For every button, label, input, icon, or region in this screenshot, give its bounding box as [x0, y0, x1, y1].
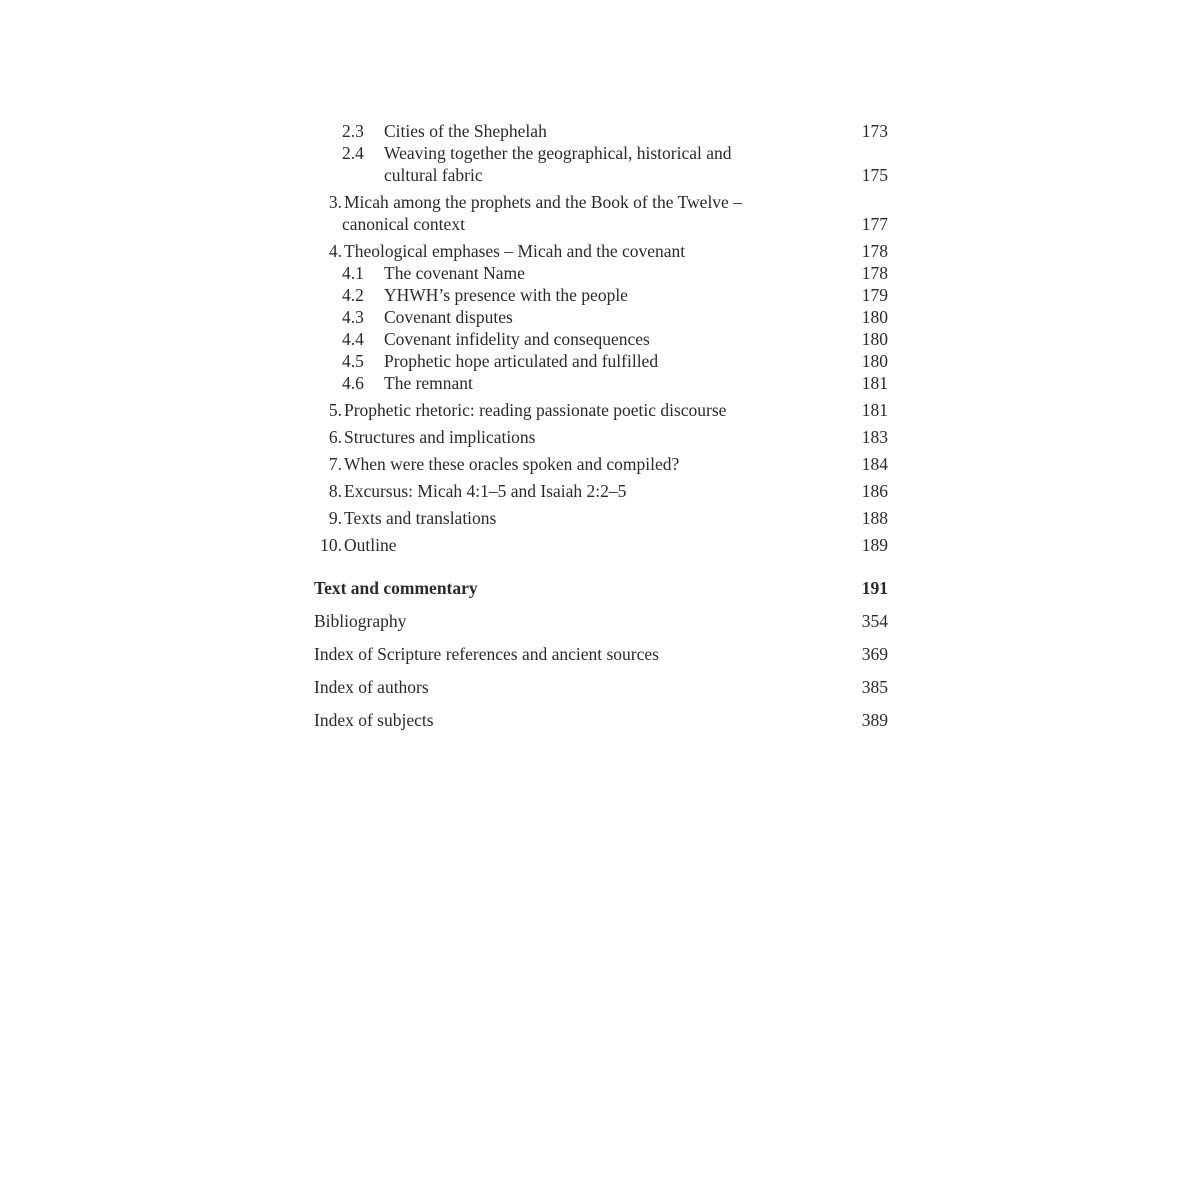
toc-entry-page: 180: [861, 307, 888, 327]
toc-entry-title: Prophetic rhetoric: reading passionate poetic discourse: [344, 400, 727, 420]
toc-entry-number: 2.3: [342, 121, 364, 141]
toc-entry-2-4: [312, 142, 888, 186]
toc-entry-index-authors: [312, 676, 888, 698]
toc-entry-number: 4.1: [342, 263, 364, 283]
toc-entry-page: 183: [861, 427, 888, 447]
toc-entry-3: [312, 191, 888, 235]
toc-entry-number: 6.: [328, 427, 342, 447]
toc-entry-page: 181: [861, 400, 888, 420]
toc-entry-8: [312, 480, 888, 502]
toc-entry-4-5: [312, 350, 888, 372]
toc-entry-4: [312, 240, 888, 262]
toc-entry-10: [312, 534, 888, 556]
toc-entry-4-3: [312, 306, 888, 328]
toc-entry-number: 4.: [328, 241, 342, 261]
toc-entry-page: 188: [861, 508, 888, 528]
toc-entry-page: 175: [861, 165, 888, 185]
toc-entry-number: 9.: [328, 508, 342, 528]
toc-entry-6: [312, 426, 888, 448]
toc-entry-page: 180: [861, 351, 888, 371]
toc-entry-title: Structures and implications: [344, 427, 536, 447]
toc-entry-page: 369: [861, 644, 888, 664]
toc-entry-number: 5.: [328, 400, 342, 420]
toc-entry-title-continued: cultural fabric: [384, 165, 483, 185]
toc-entry-4-2: [312, 284, 888, 306]
toc-entry-title: Texts and translations: [344, 508, 497, 528]
toc-entry-number: 4.6: [342, 373, 364, 393]
toc-entry-page: 186: [861, 481, 888, 501]
toc-entry-4-1: [312, 262, 888, 284]
table-of-contents: [312, 120, 888, 731]
toc-entry-page: 179: [861, 285, 888, 305]
toc-entry-title: Index of Scripture references and ancient sources: [314, 644, 659, 664]
toc-entry-page: 354: [861, 611, 888, 631]
toc-entry-number: 7.: [328, 454, 342, 474]
toc-entry-4-6: [312, 372, 888, 394]
toc-entry-page: 173: [861, 121, 888, 141]
toc-entry-index-subjects: [312, 709, 888, 731]
toc-entry-index-scripture: [312, 643, 888, 665]
toc-entry-title: The remnant: [384, 373, 473, 393]
toc-entry-number: 3.: [328, 192, 342, 212]
toc-entry-page: 178: [861, 263, 888, 283]
toc-entry-title: Covenant infidelity and consequences: [384, 329, 650, 349]
toc-entry-title: Bibliography: [314, 611, 407, 631]
toc-entry-2-3: [312, 120, 888, 142]
toc-entry-title: YHWH’s presence with the people: [384, 285, 628, 305]
toc-entry-title: Index of authors: [314, 677, 429, 697]
toc-entry-title: Weaving together the geographical, historical and: [384, 143, 732, 163]
toc-entry-page: 177: [861, 214, 888, 234]
toc-entry-number: 2.4: [342, 143, 364, 163]
toc-entry-title: Cities of the Shephelah: [384, 121, 547, 141]
toc-entry-title: Covenant disputes: [384, 307, 513, 327]
toc-entry-title: The covenant Name: [384, 263, 525, 283]
toc-entry-number: 4.5: [342, 351, 364, 371]
toc-entry-title: Excursus: Micah 4:1–5 and Isaiah 2:2–5: [344, 481, 627, 501]
toc-entry-number: 4.4: [342, 329, 364, 349]
toc-entry-title: Outline: [344, 535, 397, 555]
toc-entry-text-and-commentary: [312, 577, 888, 599]
toc-entry-number: 8.: [328, 481, 342, 501]
toc-entry-page: 180: [861, 329, 888, 349]
toc-entry-title: Theological emphases – Micah and the covenant: [344, 241, 686, 261]
toc-entry-page: 178: [861, 241, 888, 261]
toc-entry-title: Micah among the prophets and the Book of the Twelve –: [344, 192, 742, 212]
toc-entry-page: 191: [861, 578, 888, 598]
toc-entry-title: Text and commentary: [314, 578, 478, 598]
toc-entry-7: [312, 453, 888, 475]
toc-entry-9: [312, 507, 888, 529]
toc-entry-page: 184: [861, 454, 888, 474]
toc-entry-page: 385: [861, 677, 888, 697]
toc-entry-title: Prophetic hope articulated and fulfilled: [384, 351, 659, 371]
toc-entry-page: 189: [861, 535, 888, 555]
toc-entry-title: Index of subjects: [314, 710, 434, 730]
toc-entry-5: [312, 399, 888, 421]
toc-entry-bibliography: [312, 610, 888, 632]
toc-entry-title-continued: canonical context: [342, 214, 465, 234]
toc-entry-page: 181: [861, 373, 888, 393]
toc-entry-page: 389: [861, 710, 888, 730]
toc-entry-title: When were these oracles spoken and compiled?: [344, 454, 680, 474]
toc-entry-4-4: [312, 328, 888, 350]
toc-entry-number: 4.3: [342, 307, 364, 327]
toc-entry-number: 10.: [320, 535, 342, 555]
toc-entry-number: 4.2: [342, 285, 364, 305]
